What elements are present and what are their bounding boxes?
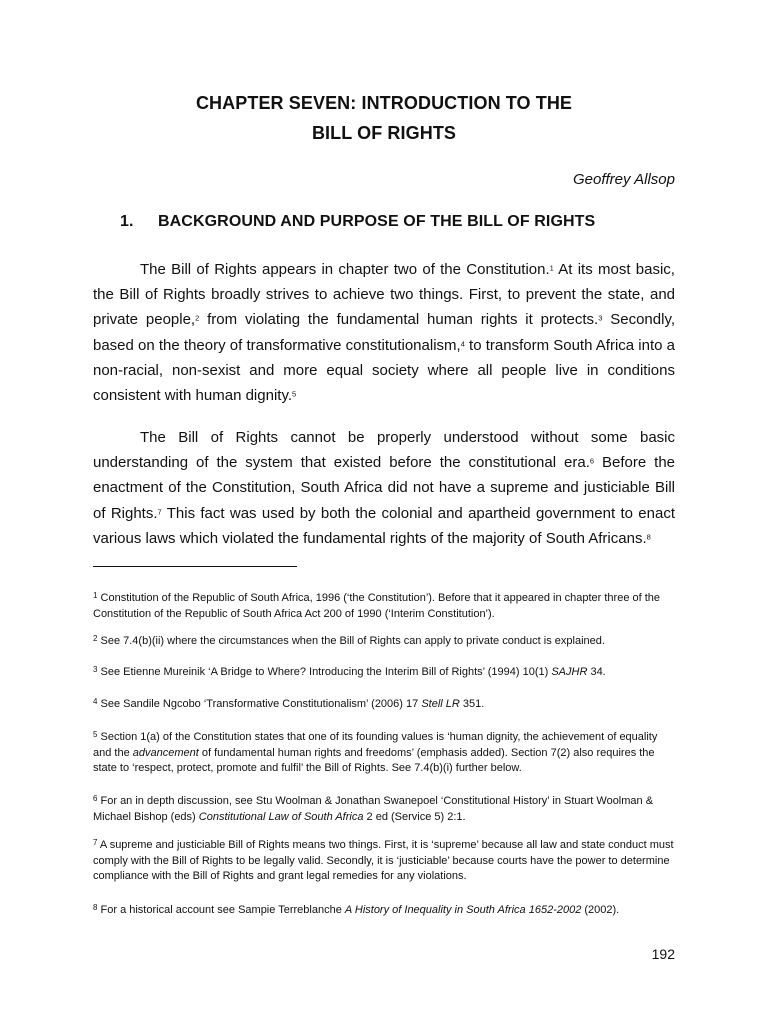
footnote-5 xyxy=(93,730,675,777)
footnote-number: 3 xyxy=(93,665,98,675)
footnote-text: For a historical account see Sampie Terreblanche xyxy=(97,904,345,916)
footnote-text: For an in depth discussion, see Stu Woolman & Jonathan Swanepoel ‘Constitutional History’ in Stuart Woolman & Michael Bishop (eds) xyxy=(93,795,654,823)
sentence: Before the enactment of the Constitution, South Africa did not have a supreme and justiciable Bill of Rights. xyxy=(93,454,676,522)
footnote-ref-6[interactable]: 6 xyxy=(589,456,595,466)
footnote-ref-2[interactable]: 2 xyxy=(195,314,200,324)
footnote-8 xyxy=(93,903,675,919)
footnote-text: of fundamental human rights and freedoms’ (emphasis added). Section 7(2) also requires the state to ‘respect, protect, promote and fulfil’ the Bill of Rights. See 7.4(b)(i) further below. xyxy=(93,746,655,774)
footnote-text: Section 1(a) of the Constitution states that one of its founding values is ‘human dignity, the achievement of equality and the xyxy=(93,731,658,759)
footnote-3 xyxy=(93,665,675,681)
footnote-text: Constitution of the Republic of South Africa, 1996 (‘the Constitution’). Before that it appeared in chapter three of the Constitution of the Republic of South Africa Act 200 of 1990 (‘Interim Constitution’). xyxy=(93,592,661,620)
sentence: The Bill of Rights cannot be properly understood without some basic understanding of the system that existed before the constitutional era. xyxy=(93,429,675,472)
footnote-4 xyxy=(93,697,675,713)
footnote-number: 4 xyxy=(93,697,98,707)
footnote-text: See 7.4(b)(ii) where the circumstances when the Bill of Rights can apply to private conduct is explained. xyxy=(97,635,605,647)
footnote-number: 2 xyxy=(93,634,98,644)
footnote-citation-italic: Stell LR xyxy=(421,698,460,710)
chapter-title xyxy=(93,88,675,148)
section-heading xyxy=(120,213,595,231)
footnote-citation-italic: SAJHR xyxy=(551,666,588,678)
sentence: At its most basic, the Bill of Rights broadly strives to achieve two things. First, to prevent the state, and private people, xyxy=(93,261,675,329)
sentence: to transform South Africa into a non-racial, non-sexist and more equal society where all people live in conditions consistent with human dignity. xyxy=(93,336,675,405)
sentence: The Bill of Rights appears in chapter two of the Constitution. xyxy=(140,261,550,278)
footnote-number: 1 xyxy=(93,591,98,601)
footnote-text: 34. xyxy=(587,666,606,678)
footnote-ref-1[interactable]: 1 xyxy=(549,263,554,273)
footnote-emphasis-italic: advancement xyxy=(132,746,199,759)
footnote-1 xyxy=(93,591,675,622)
footnote-text: See Sandile Ngcobo ‘Transformative Constitutionalism’ (2006) 17 xyxy=(97,698,422,710)
sentence: Secondly, based on the theory of transformative constitutionalism, xyxy=(93,311,675,354)
footnote-text: 2 ed (Service 5) 2:1. xyxy=(363,810,466,823)
page-number: 192 xyxy=(651,946,675,962)
footnote-ref-7[interactable]: 7 xyxy=(157,507,162,517)
footnote-number: 5 xyxy=(93,730,98,740)
footnote-text: A supreme and justiciable Bill of Rights means two things. First, it is ‘supreme’ because all law and state conduct must comply with the Bill of Rights to be legally valid. Secondly, it is ‘justiciable’ because courts have the power to determine compliance with the Bill of Rights and grant legal remedies for any violations. xyxy=(93,839,674,882)
footnote-separator xyxy=(93,566,297,567)
footnote-number: 7 xyxy=(93,838,98,848)
footnote-text: See Etienne Mureinik ‘A Bridge to Where? Introducing the Interim Bill of Rights’ (1994) 10(1) xyxy=(97,666,552,678)
chapter-title-line-1: CHAPTER SEVEN: INTRODUCTION TO THE xyxy=(195,93,573,113)
chapter-title-line-2: BILL OF RIGHTS xyxy=(311,123,457,143)
footnote-ref-3[interactable]: 3 xyxy=(598,314,603,324)
paragraph-2-text xyxy=(93,425,675,551)
section-number: 1. xyxy=(120,213,134,230)
footnote-text: 351. xyxy=(459,698,485,710)
footnote-2 xyxy=(93,634,675,650)
footnote-7 xyxy=(93,838,675,885)
footnote-number: 8 xyxy=(93,903,98,913)
footnote-ref-4[interactable]: 4 xyxy=(460,339,465,349)
footnote-ref-8[interactable]: 8 xyxy=(646,532,651,542)
footnote-ref-5[interactable]: 5 xyxy=(292,389,297,399)
section-title: BACKGROUND AND PURPOSE OF THE BILL OF RIGHTS xyxy=(158,213,596,230)
sentence: This fact was used by both the colonial and apartheid government to enact various laws which violated the fundamental rights of the majority of South Africans. xyxy=(93,504,675,547)
paragraph-1 xyxy=(93,257,675,408)
paragraph-2 xyxy=(93,425,675,551)
sentence: from violating the fundamental human rights it protects. xyxy=(199,311,599,329)
footnote-6 xyxy=(93,794,675,825)
footnote-citation-italic: Constitutional Law of South Africa xyxy=(198,810,364,823)
paragraph-1-text xyxy=(93,257,675,408)
footnote-number: 6 xyxy=(93,794,98,804)
footnote-citation-italic: A History of Inequality in South Africa 1652-2002 xyxy=(344,904,582,916)
author-name: Geoffrey Allsop xyxy=(573,171,675,188)
footnote-text: (2002). xyxy=(581,904,620,916)
